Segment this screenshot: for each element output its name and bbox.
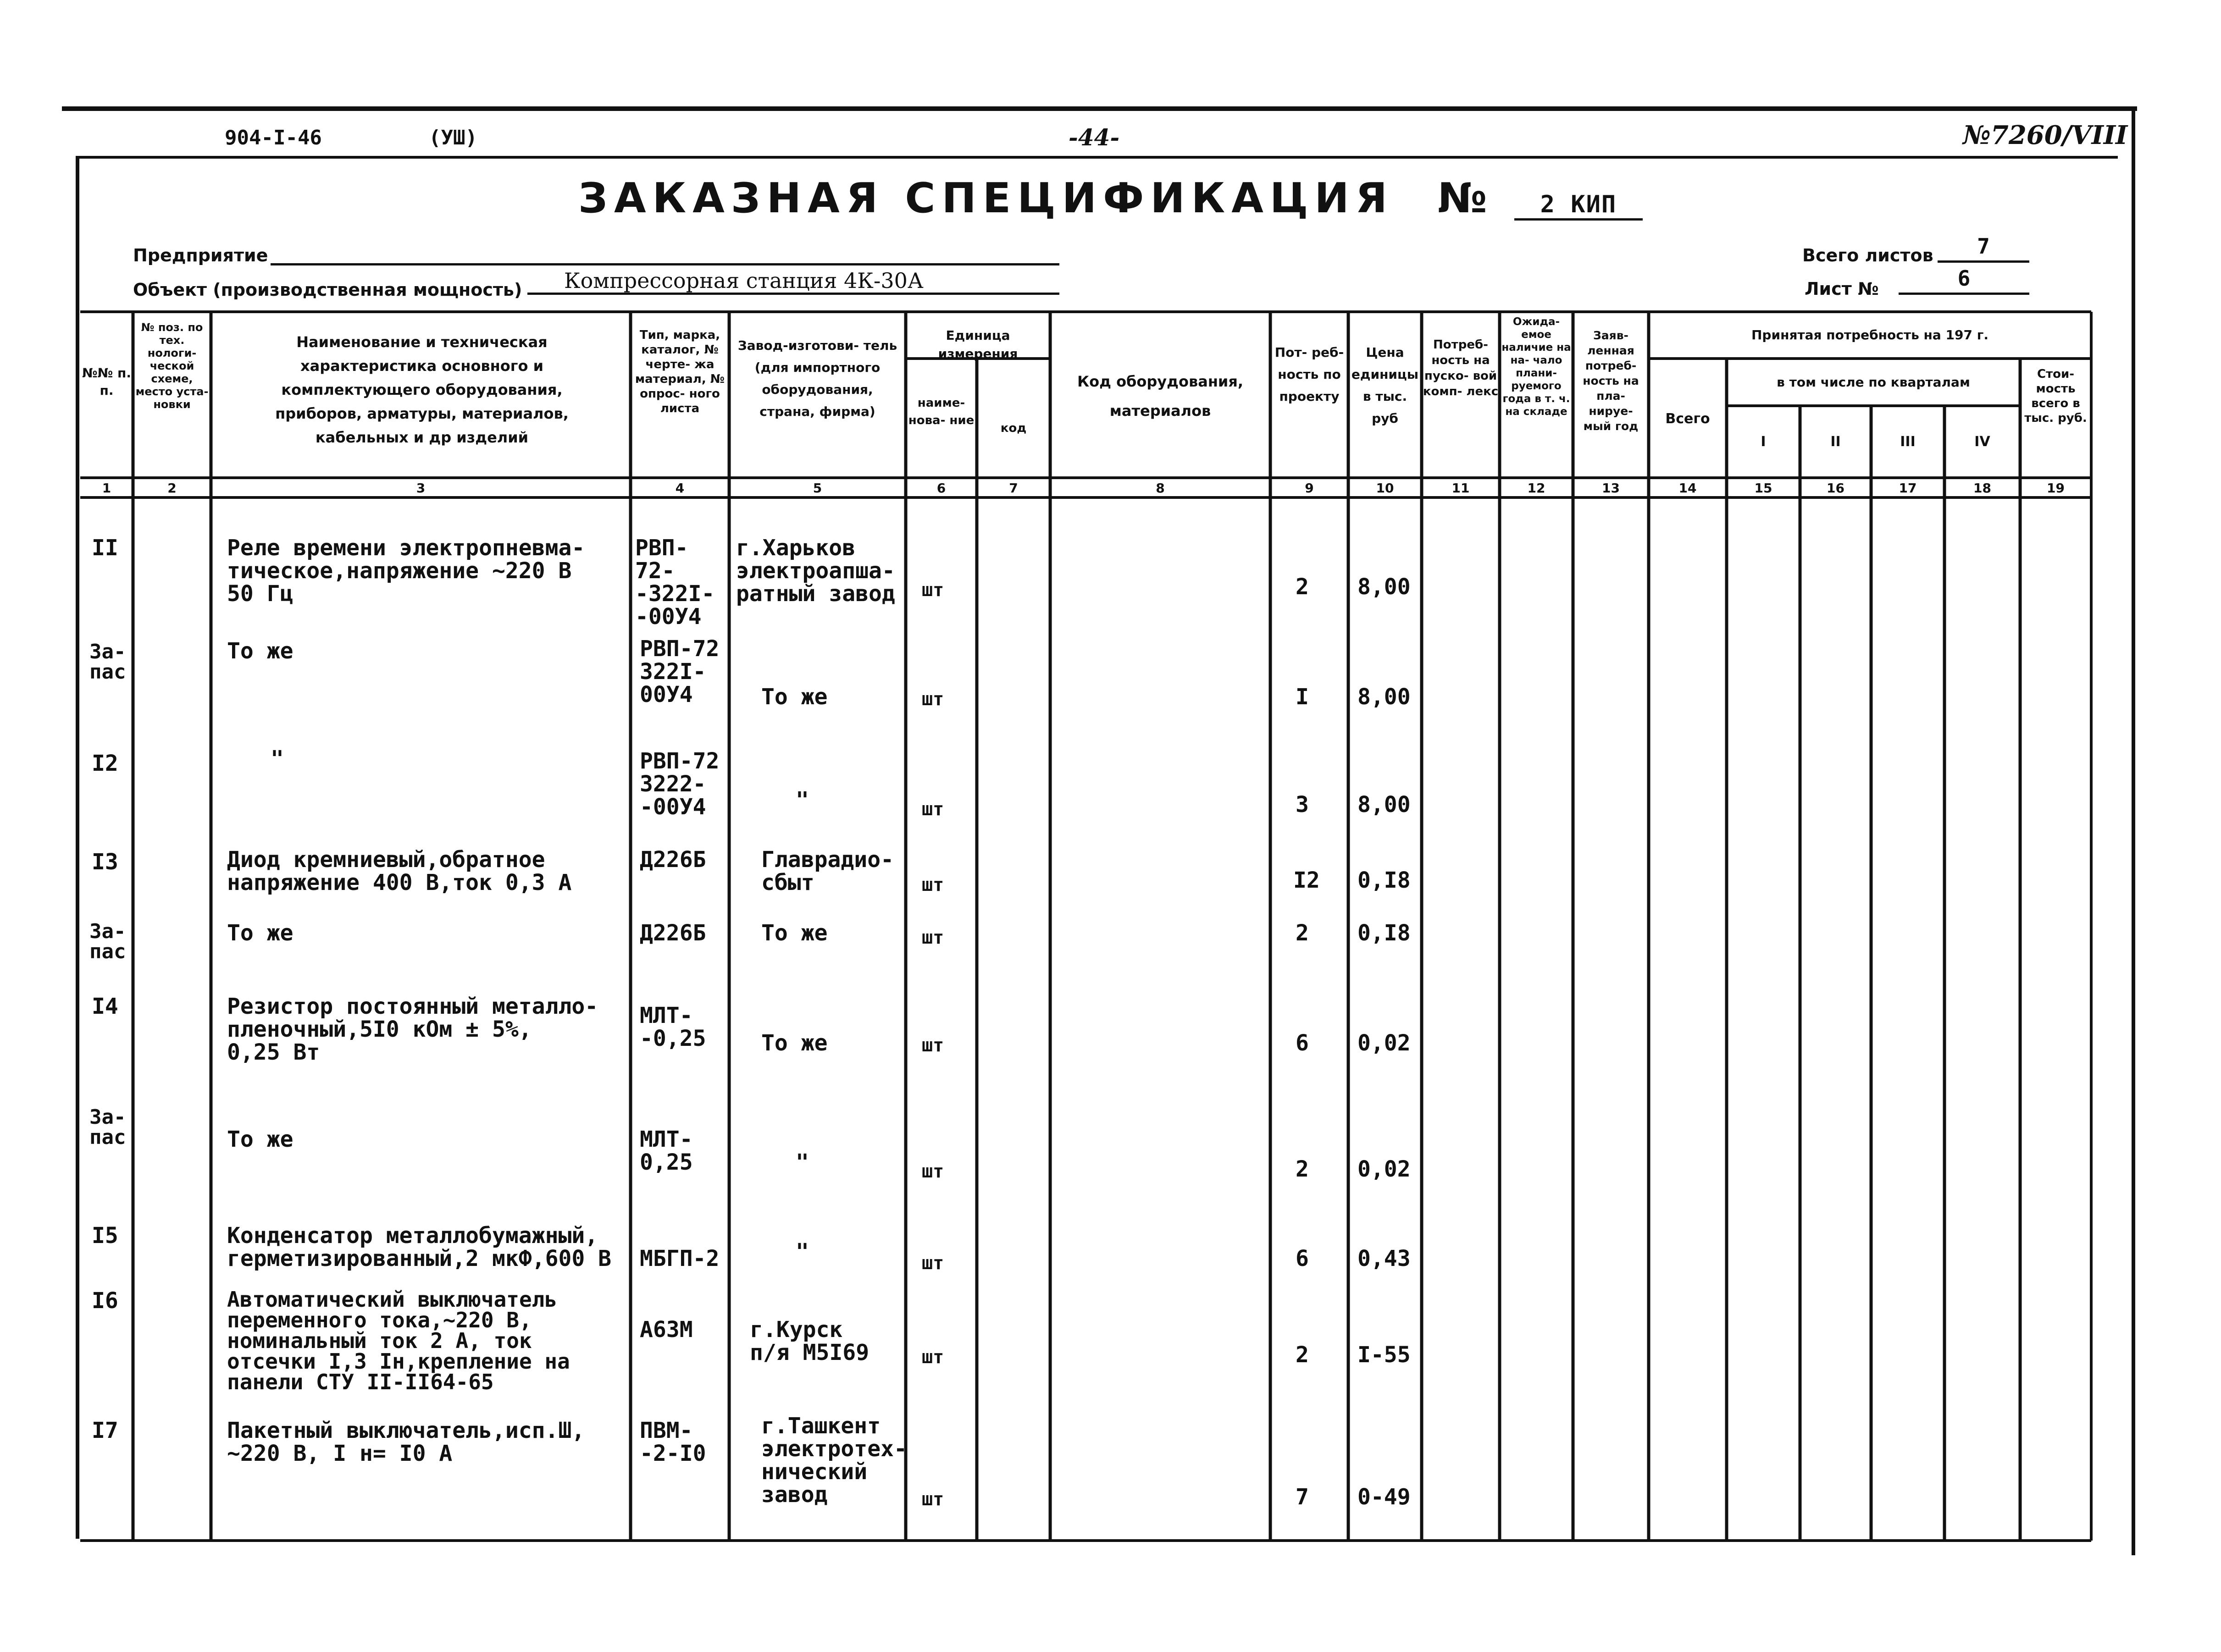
enterprise-label: Предприятие bbox=[133, 245, 268, 265]
col-number: 1 bbox=[102, 481, 111, 496]
row-type: МЛТ- -0,25 bbox=[640, 1003, 706, 1051]
col-number: 19 bbox=[2047, 481, 2065, 496]
total-sheets-value: 7 bbox=[1938, 234, 2029, 263]
row-pos: За- пас bbox=[89, 1105, 126, 1149]
col-number: 15 bbox=[1754, 481, 1772, 496]
col-header-6: наиме- нова- ние bbox=[908, 396, 975, 427]
col-header-17: III bbox=[1900, 434, 1916, 450]
row-maker: То же bbox=[761, 1030, 828, 1056]
row-qty: 2 bbox=[1296, 574, 1309, 600]
row-price: 8,00 bbox=[1357, 574, 1411, 600]
row-maker: г.Курск п/я М5I69 bbox=[750, 1317, 870, 1365]
page-marker: -44- bbox=[1069, 124, 1120, 151]
total-sheets-label: Всего листов bbox=[1802, 245, 1933, 265]
row-qty: I2 bbox=[1293, 867, 1320, 893]
row-name: Диод кремниевый,обратное напряжение 400 В,ток 0,3 А bbox=[227, 847, 572, 895]
row-type: МЛТ- 0,25 bbox=[640, 1127, 693, 1175]
row-unit: шт bbox=[922, 1347, 944, 1368]
row-maker: г.Харьков электроапша- ратный завод bbox=[736, 535, 895, 607]
col-header-16: II bbox=[1830, 434, 1841, 450]
row-unit: шт bbox=[922, 874, 944, 895]
row-name: Пакетный выключатель,исп.Ш, ~220 В, I н= I0 А bbox=[227, 1418, 585, 1466]
row-pos: I2 bbox=[92, 751, 118, 776]
doc-code: 904-I-46 bbox=[225, 126, 322, 149]
row-type: МБГП-2 bbox=[640, 1246, 720, 1271]
sheet-number-label: Лист № bbox=[1805, 279, 1879, 299]
col-header-10: Цена единицы в тыс. руб bbox=[1351, 345, 1419, 426]
row-type: РВП- 72- -322I- -00У4 bbox=[635, 535, 715, 630]
row-price: 0,I8 bbox=[1357, 920, 1411, 946]
row-qty: 6 bbox=[1296, 1246, 1309, 1271]
row-price: 0,43 bbox=[1357, 1246, 1411, 1271]
row-price: 8,00 bbox=[1357, 792, 1411, 818]
col-number: 6 bbox=[936, 481, 946, 496]
row-type: Д226Б bbox=[640, 920, 706, 946]
col-header-1: №№ п. п. bbox=[82, 365, 132, 398]
row-qty: 2 bbox=[1296, 920, 1309, 946]
title-text: ЗАКАЗНАЯ СПЕЦИФИКАЦИЯ bbox=[578, 174, 1394, 222]
row-pos: За- пас bbox=[89, 640, 126, 684]
row-price: 8,00 bbox=[1357, 684, 1411, 710]
col-header-3: Наименование и техническая характеристика основного и комплектующего оборудования, приборов, арматуры, материалов, кабельных и др изделий bbox=[275, 333, 569, 446]
spec-number-value: 2 КИП bbox=[1514, 191, 1643, 221]
row-pos: I3 bbox=[92, 849, 118, 875]
row-price: 0,I8 bbox=[1357, 867, 1411, 893]
row-unit: шт bbox=[922, 1035, 944, 1056]
row-pos: I4 bbox=[92, 994, 118, 1019]
row-pos: II bbox=[92, 535, 118, 561]
row-type: ПВМ- -2-I0 bbox=[640, 1418, 706, 1466]
col-number: 8 bbox=[1156, 481, 1165, 496]
col-number: 11 bbox=[1451, 481, 1470, 496]
col-header-9: Пот- реб- ность по проекту bbox=[1274, 345, 1344, 404]
row-qty: I bbox=[1296, 684, 1309, 710]
row-unit: шт bbox=[922, 580, 944, 601]
row-name: Автоматический выключатель переменного тока,~220 В, номинальный ток 2 А, ток отсечки I,3 Iн,крепление на панели СТУ II-II64-65 bbox=[227, 1287, 570, 1394]
col-header-5: Завод-изготови- тель (для импортного оборудования, страна, фирма) bbox=[737, 338, 897, 419]
row-maker: То же bbox=[761, 684, 828, 710]
col-number: 7 bbox=[1009, 481, 1018, 496]
row-pos: I7 bbox=[92, 1418, 118, 1443]
row-unit: шт bbox=[922, 799, 944, 820]
object-field: Компрессорная станция 4К-30А bbox=[527, 268, 1059, 295]
col-number: 5 bbox=[813, 481, 822, 496]
spec-number-label: № bbox=[1437, 174, 1494, 222]
col-header-14: Всего bbox=[1665, 411, 1710, 427]
row-type: РВП-72 3222- -00У4 bbox=[640, 748, 720, 820]
col-header-11: Потреб- ность на пуско- вой комп- лекс bbox=[1423, 338, 1499, 398]
row-unit: шт bbox=[922, 927, 944, 948]
row-unit: шт bbox=[922, 1161, 944, 1182]
object-label: Объект (производственная мощность) bbox=[133, 280, 522, 300]
row-unit: шт bbox=[922, 1489, 944, 1510]
col-header-12: Ожида- емое наличие на на- чало плани- руемого года в т. ч. на складе bbox=[1501, 316, 1571, 418]
row-name: Реле времени электропневма- тическое,напряжение ~220 В 50 Гц bbox=[227, 535, 585, 607]
col-header-13: Заяв- ленная потреб- ность на пла- нируе- мый год bbox=[1583, 329, 1639, 433]
col-header-8: Код оборудования, материалов bbox=[1077, 373, 1244, 420]
row-unit: шт bbox=[922, 1253, 944, 1274]
col-number: 17 bbox=[1899, 481, 1917, 496]
unit-group-header: Единица измерения bbox=[938, 328, 1018, 361]
row-pos: I6 bbox=[92, 1288, 118, 1314]
row-qty: 6 bbox=[1296, 1030, 1309, 1056]
row-name: " bbox=[271, 746, 284, 772]
col-header-15: I bbox=[1761, 434, 1766, 450]
accepted-group-header: Принятая потребность на 197 г. bbox=[1751, 327, 1988, 343]
row-unit: шт bbox=[922, 689, 944, 710]
row-name: То же bbox=[227, 920, 294, 946]
row-type: Д226Б bbox=[640, 847, 706, 873]
row-type: РВП-72 322I- 00У4 bbox=[640, 636, 720, 707]
row-maker: Главрадио- сбыт bbox=[761, 847, 894, 895]
col-number: 18 bbox=[1973, 481, 1991, 496]
row-pos: I5 bbox=[92, 1223, 118, 1249]
col-header-19: Стои- мость всего в тыс. руб. bbox=[2024, 367, 2087, 425]
quarter-group-header: в том числе по кварталам bbox=[1777, 375, 1970, 390]
col-number: 16 bbox=[1827, 481, 1844, 496]
col-number: 2 bbox=[167, 481, 177, 496]
col-header-7: код bbox=[1000, 421, 1027, 435]
row-pos: За- пас bbox=[89, 920, 126, 963]
volume-label: (УШ) bbox=[429, 126, 477, 149]
row-name: Резистор постоянный металло- пленочный,5I0 кОм ± 5%, 0,25 Вт bbox=[227, 994, 598, 1065]
row-name: Конденсатор металлобумажный, герметизированный,2 мкФ,600 В bbox=[227, 1223, 612, 1271]
sheet-number-value: 6 bbox=[1899, 266, 2029, 295]
row-qty: 3 bbox=[1296, 792, 1309, 818]
col-number: 13 bbox=[1602, 481, 1620, 496]
row-maker: " bbox=[796, 1149, 809, 1175]
row-maker: " bbox=[796, 1239, 809, 1265]
col-number: 4 bbox=[675, 481, 685, 496]
col-number: 12 bbox=[1527, 481, 1545, 496]
row-type: А63М bbox=[640, 1317, 693, 1343]
col-header-4: Тип, марка, каталог, № черте- жа материал, № опрос- ного листа bbox=[635, 328, 725, 415]
row-qty: 2 bbox=[1296, 1156, 1309, 1182]
row-name: То же bbox=[227, 1127, 294, 1152]
col-number: 9 bbox=[1305, 481, 1314, 496]
row-price: 0,02 bbox=[1357, 1030, 1411, 1056]
row-price: I-55 bbox=[1357, 1342, 1411, 1368]
col-number: 3 bbox=[416, 481, 426, 496]
col-header-2: № поз. по тех. нологи- ческой схеме, место уста- новки bbox=[135, 321, 209, 411]
col-number: 14 bbox=[1678, 481, 1697, 496]
col-number: 10 bbox=[1376, 481, 1394, 496]
row-price: 0-49 bbox=[1357, 1484, 1411, 1510]
row-price: 0,02 bbox=[1357, 1156, 1411, 1182]
row-maker: г.Ташкент электротех- нический завод bbox=[761, 1413, 907, 1508]
row-qty: 7 bbox=[1296, 1484, 1309, 1510]
col-header-18: IV bbox=[1974, 434, 1990, 450]
row-maker: " bbox=[796, 787, 809, 813]
row-qty: 2 bbox=[1296, 1342, 1309, 1368]
row-name: То же bbox=[227, 638, 294, 664]
registration-number: №7260/VIII bbox=[1963, 120, 2128, 150]
row-maker: То же bbox=[761, 920, 828, 946]
